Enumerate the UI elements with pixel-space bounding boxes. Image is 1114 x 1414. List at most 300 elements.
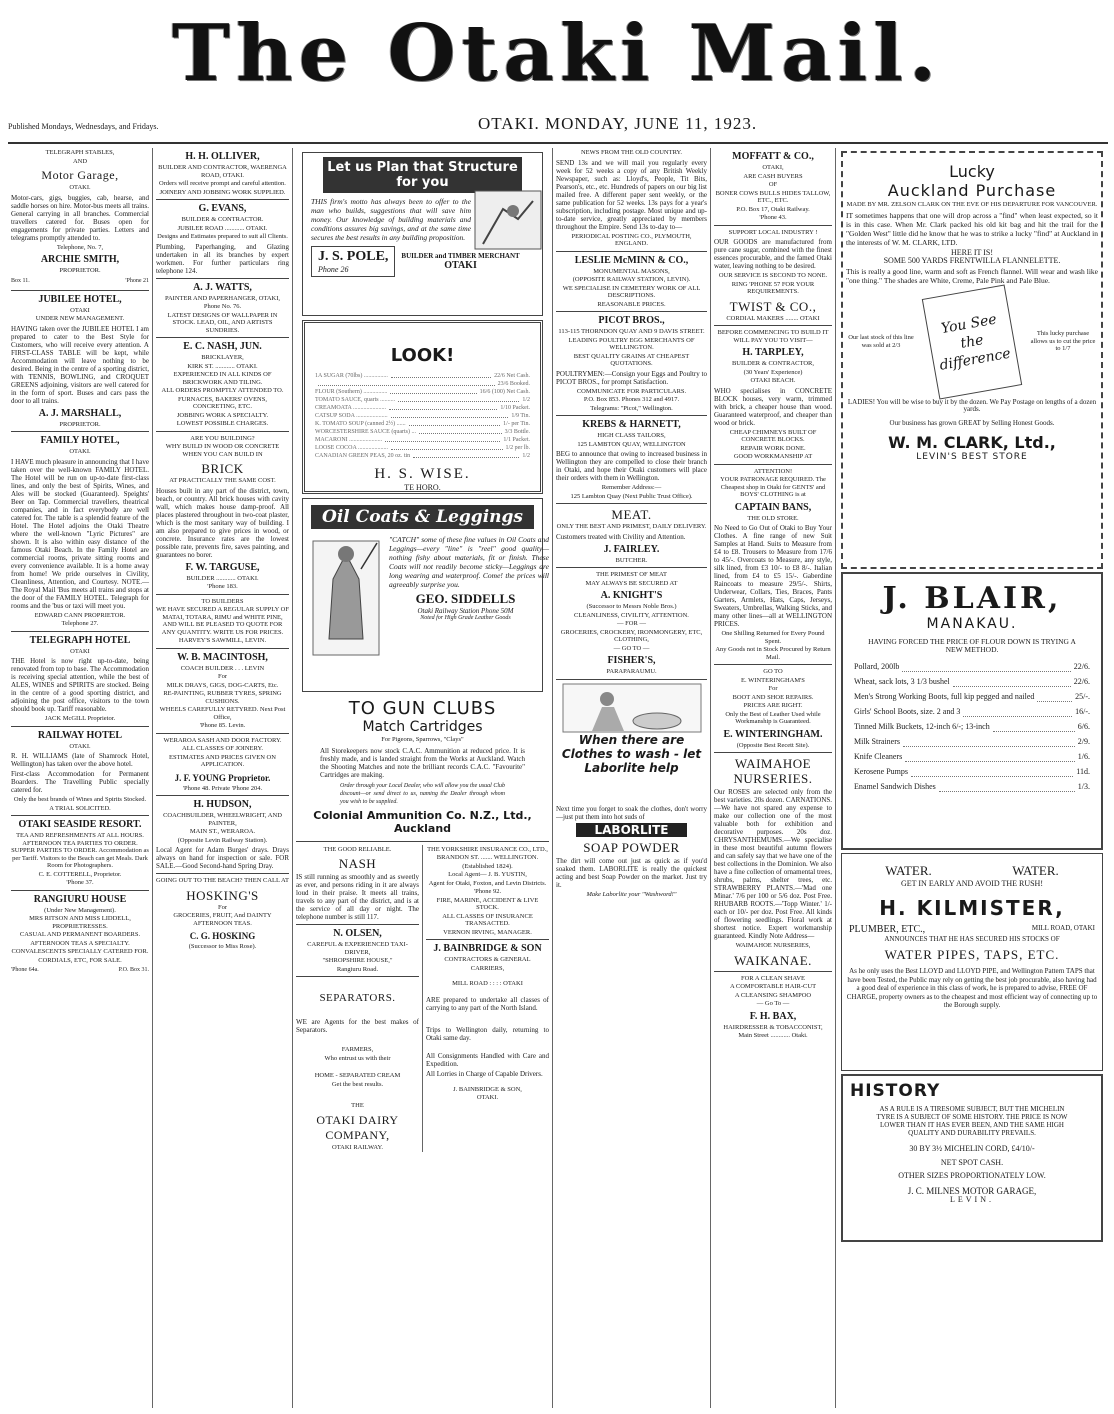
ad-text: LADIES! You will be wise to buy it by the dozen. We Pay Postage on lengths of a dozen yards. xyxy=(847,397,1097,413)
ad-text: Remember Address:— xyxy=(601,484,662,491)
ad-text: FARMERS, xyxy=(341,1046,374,1053)
ad-text: EDWARD CANN PROPRIETOR. xyxy=(34,611,126,619)
ad-text: A COMFORTABLE HAIR-CUT xyxy=(729,983,817,990)
price-value: 23/6 Booked. xyxy=(497,381,530,387)
divider xyxy=(156,199,289,200)
ad-text: LEVIN. xyxy=(950,1195,994,1204)
ad-text: BUILDER ............ OTAKI. xyxy=(186,574,259,582)
ad-body: BEG to announce that owing to increased business in Wellington they are compelled to close their branch in Otaki, and hope their Otaki customers will place their orders with them in Wellington. xyxy=(556,450,707,482)
ad-text: Rangiuru Road. xyxy=(336,965,379,973)
ad-text: OTAKI BEACH. xyxy=(750,377,796,384)
ad-text: ARE YOU BUILDING? xyxy=(190,434,255,442)
price-item: Enamel Sandwich Dishes xyxy=(854,782,936,791)
subhead xyxy=(8,112,1108,144)
price-item: TOMATO SAUCE, quarts .......... xyxy=(315,397,396,403)
ad-text: HAIRDRESSER & TOBACCONIST, xyxy=(723,1023,823,1031)
ad-text: ATTENTION! xyxy=(753,467,793,475)
divider xyxy=(156,795,289,796)
divider xyxy=(156,594,289,595)
ad-body: All Consignments Handled with Care and Expedition. xyxy=(426,1051,549,1068)
ad-text: J. BAINBRIDGE & SON, xyxy=(453,1085,522,1093)
ad-text: WAIMAHOE NURSERIES, xyxy=(735,942,811,949)
ad-text: (Established 1824). xyxy=(462,862,513,870)
ad-body: IT sometimes happens that one will drop across a "find" when least expected, so it is in this case. When Mr. Clark packed his old kit bag and hit the trail for the "Golden West" little did he know that he was to strike a lucky "find" at Auckland in the interests of W. M. CLARK, LTD. xyxy=(846,210,1098,247)
newspaper-title: The Otaki Mail. xyxy=(171,8,943,99)
ad-text: ALL CLASSES OF INSURANCE TRANSACTED. xyxy=(442,912,533,927)
price-value: 11d. xyxy=(1076,767,1090,776)
divider xyxy=(556,679,707,680)
ad-text: BRANDON ST. ....... WELLINGTON. xyxy=(436,854,539,861)
pole-trade-block xyxy=(401,252,519,271)
leader-dots xyxy=(391,444,502,450)
ad-heading: You See the difference xyxy=(938,311,1012,374)
ad-body: No Need to Go Out of Otaki to Buy Your Clothes. A fine range of new Suit Samples at Hand. Suits to Measure from £4 to £8. Trousers to Measure from 17/6 to 45/-. Overcoats to Measure, any style, silk lined, from £3 10/- to £8 8/-. Italian lined, from £4 to £5 15/-. Gaberdine Raincoats to measure 29/5/-. Shirts, Underwear, Collars, Ties, Braces, Pants Garters, Armlets, Hats, Caps, Jerseys, Sweaters, Umbrellas, Walking Sticks, and many other lines—all at WELLINGTON PRICES. xyxy=(714,524,832,628)
ad-text: OTAKI RAILWAY. xyxy=(332,1143,383,1151)
col3-bottom-left xyxy=(296,845,423,1153)
ad-heading: TELEGRAPH HOTEL xyxy=(29,634,131,646)
ad-text: CONVALESCENTS SPECIALLY CATERED FOR. xyxy=(11,948,149,955)
ad-heading: A. J. WATTS, xyxy=(193,281,252,293)
ad-body: OUR GOODS are manufactured from pure cane sugar, combined with the finest essences procurable, and the famed Otaki water, leaving nothing to be desired. xyxy=(714,238,832,270)
ad-body: WE are Agents for the best makes of Separators. xyxy=(296,1018,419,1034)
ad-heading: C. G. HOSKING xyxy=(189,931,256,941)
ad-text: Only the best brands of Wines and Spirits Stocked. xyxy=(13,796,147,803)
ad-heading: J. FAIRLEY. xyxy=(603,543,660,555)
ad-heading: A. KNIGHT'S xyxy=(600,590,663,601)
price-row xyxy=(854,749,1090,764)
leader-dots xyxy=(390,388,476,394)
ad-text: UNDER NEW MANAGEMENT. xyxy=(35,315,125,322)
ad-heading: When there are Clothes to wash - let Laborlite help xyxy=(561,732,702,775)
divider xyxy=(156,337,289,338)
ad-heading: WATER. xyxy=(1012,863,1059,878)
price-value: 2/9. xyxy=(1077,737,1090,746)
leader-dots xyxy=(419,428,502,434)
price-row xyxy=(315,436,530,444)
ad-text: (Opposite Levin Railway Station). xyxy=(177,836,268,844)
ad-text: 'Phone 92. xyxy=(473,888,502,895)
ad-text: THE PRIMEST OF MEAT xyxy=(596,571,667,578)
ad-text: ALL CLASSES OF JOINERY. xyxy=(182,745,263,752)
ad-heading: WERAROA SASH AND DOOR FACTORY. xyxy=(163,736,282,744)
ad-text: GOOD WORKMANSHIP AT xyxy=(733,453,813,460)
ad-heading: MOFFATT & CO., xyxy=(732,151,814,162)
ad-text: This lucky purchase allows us to cut the price to 1/7 xyxy=(1030,330,1096,353)
ad-text: 'Phone 183. xyxy=(207,583,238,590)
ad-text: P.O. Box 853. Phones 312 and 4917. xyxy=(583,396,680,403)
ad-heading: F. W. TARGUSE, xyxy=(185,561,260,573)
divider xyxy=(156,873,289,874)
divider xyxy=(556,251,707,252)
divider xyxy=(156,431,289,432)
ad-heading: H. H. OLLIVER, xyxy=(185,151,260,162)
ad-text: For xyxy=(217,903,228,911)
ad-text: EXPERIENCED IN ALL KINDS OF BRICKWORK AND TILING. xyxy=(173,371,272,386)
ad-body: All Lorries in Charge of Capable Drivers. xyxy=(426,1069,543,1078)
price-value: 22/6. xyxy=(1073,662,1090,671)
ad-text: OTAKI. xyxy=(476,1094,499,1101)
divider xyxy=(714,664,832,665)
ad-body: Customers treated with Civility and Attention. xyxy=(556,532,686,541)
ad-text: AND xyxy=(72,157,88,165)
ad-body: Order through your Local Dealer, who will allow you the usual Club discount—or send direct to us, naming the Dealer through whom you wish to be supplied. xyxy=(340,782,505,805)
ad-text: OUR SERVICE IS SECOND TO NONE. xyxy=(718,272,828,279)
ad-heading: J. S. POLE, xyxy=(318,249,389,264)
ad-text: BONER COWS BULLS HIDES TALLOW, ETC., ETC. xyxy=(715,189,831,204)
ad-text: Only the Best of Leather Used while Workmanship is Guaranteed. xyxy=(725,710,821,725)
ad-text: JOBBING WORK A SPECIALTY. xyxy=(176,411,269,419)
ad-text: MILK DRAYS, GIGS, DOG-CARTS, Etc. xyxy=(166,681,279,689)
ad-text: PROPRIETOR. xyxy=(59,267,101,274)
ad-text: 'Phone 85. Levin. xyxy=(199,722,246,729)
ad-heading: Match Cartridges xyxy=(362,719,483,735)
divider xyxy=(11,431,149,432)
divider xyxy=(11,726,149,727)
leader-dots xyxy=(391,372,491,378)
ad-heading: WATER PIPES, TAPS, ETC. xyxy=(884,947,1060,962)
column-5 xyxy=(711,148,836,1408)
laborlite-advertisement xyxy=(556,683,707,803)
publication-days: Published Mondays, Wednesdays, and Fridays. xyxy=(8,122,159,131)
ad-body: R. H. WILLIAMS (late of Shamrock Hotel, Wellington) has taken over the above hotel. xyxy=(11,752,149,768)
ad-heading: LABORLITE xyxy=(576,823,687,837)
ad-text: — GO TO — xyxy=(613,644,650,652)
leader-dots xyxy=(993,719,1075,732)
ad-heading: SEPARATORS. xyxy=(319,992,396,1004)
ad-text: Main Street ............ Otaki. xyxy=(738,1032,808,1039)
ad-text: COACH BUILDER . . . LEVIN xyxy=(180,664,265,672)
ad-text: Otaki Railway Station Phone 50M xyxy=(417,607,514,615)
ad-heading: H. TARPLEY, xyxy=(742,347,804,358)
ad-text: AFTERNOON TEAS A SPECIALTY. xyxy=(30,939,130,947)
divider xyxy=(556,503,707,504)
ad-text: GROCERIES, FRUIT, And DAINTY AFTERNOON TEAS. xyxy=(173,912,272,927)
ad-text: (Successor to Messrs Noble Bros.) xyxy=(586,603,677,610)
ad-text: OF xyxy=(768,181,778,188)
ad-text: 'Phone 43. xyxy=(759,214,787,221)
ad-text: Make Laborlite your "Washword!" xyxy=(586,890,677,898)
ad-text: OTAKI xyxy=(70,306,90,314)
leader-dots xyxy=(1037,689,1072,702)
clark-advertisement xyxy=(841,151,1103,569)
price-value: 1/9 Tin. xyxy=(511,413,530,419)
divider xyxy=(556,415,707,416)
ad-text: BEFORE COMMENCING TO BUILD IT WILL PAY YOU TO VISIT— xyxy=(717,329,829,344)
price-value: 1/6. xyxy=(1077,752,1090,761)
ad-text: OTAKI. xyxy=(69,742,91,750)
ad-text: CORDIAL MAKERS ........ OTAKI xyxy=(726,314,820,322)
ad-text: For xyxy=(217,673,228,680)
price-value: 1/2 per lb. xyxy=(505,445,530,451)
ad-text: P.O. Box 31. xyxy=(118,967,149,973)
ad-text: OTAKI, xyxy=(762,164,784,171)
ad-body: AS A RULE IS A TIRESOME SUBJECT, BUT THE MICHELIN TYRE IS A SUBJECT OF SOME HISTORY. THE PRICE IS NOW LOWER THAN IT HAS EVER BEEN, AND THE SAME HIGH QUALITY AND DURABILITY PREVAILS. xyxy=(876,1105,1068,1137)
ad-heading: H. HUDSON, xyxy=(193,799,252,810)
ad-body: TEA AND REFRESHMENTS AT ALL HOURS. AFTERNOON TEA PARTIES TO ORDER. SUPPER PARTIES TO ORDER. Accommodation as per Tariff. Visitors to the Beach can get Meals. Dark Room for Photographers. xyxy=(11,832,149,869)
price-item: Knife Cleaners xyxy=(854,752,903,761)
ad-text: MILL ROAD : : : : OTAKI xyxy=(452,980,523,987)
ad-text: Agent for Otaki, Foxton, and Levin Districts. xyxy=(428,879,547,887)
ad-text: ARE CASH BUYERS xyxy=(743,172,803,180)
ad-text: AT PRACTICALLY THE SAME COST. xyxy=(169,477,276,484)
ad-body: "CATCH" some of these fine values in Oil Coats and Leggings—every "line" is "reel" good quality—nothing fishy about materials, fit or finish. These Coats will not readily become sticky—Leggings are long wearing and waterproof. Come! the prices will agreeably surprise you. xyxy=(389,535,549,589)
ad-text: FURNACES, BAKERS' OVENS, CONCRETING, ETC. xyxy=(178,395,267,410)
price-row xyxy=(854,674,1090,689)
ad-body: Trips to Wellington daily, returning to Otaki same day. xyxy=(426,1025,549,1042)
ad-text: NET SPOT CASH. xyxy=(940,1157,1004,1167)
ad-text: P.O. Box 17, Otaki Railway. xyxy=(736,205,810,213)
ad-text: LATEST DESIGNS OF WALLPAPER IN STOCK. LEAD, OIL, AND ARTISTS SUNDRIES. xyxy=(167,311,278,334)
ad-text: One Shilling Returned for Every Pound Spent. xyxy=(721,630,825,645)
ad-heading: JUBILEE HOTEL, xyxy=(38,293,122,305)
divider xyxy=(714,752,832,753)
ad-heading: WATER. xyxy=(885,863,932,878)
ad-heading: MANAKAU. xyxy=(926,616,1018,632)
leader-dots xyxy=(398,396,519,402)
ad-text: HIGH CLASS TAILORS, xyxy=(597,432,666,439)
ad-heading: OTAKI DAIRY COMPANY, xyxy=(316,1112,399,1142)
price-row xyxy=(315,372,530,380)
ad-text: GOING OUT TO THE BEACH? THEN CALL AT xyxy=(156,877,289,884)
col3-bottom xyxy=(296,845,549,1153)
leader-dots xyxy=(385,436,500,442)
ad-text: VERNON IRVING, MANAGER. xyxy=(443,928,532,936)
ad-text: (OPPOSITE RAILWAY STATION, LEVIN). xyxy=(572,276,691,283)
column-6 xyxy=(836,148,1108,1408)
column-4 xyxy=(553,148,711,1408)
ad-heading: FAMILY HOTEL, xyxy=(40,435,120,446)
price-item: MACARONI ...................... xyxy=(315,437,383,443)
ad-heading: THE YORKSHIRE INSURANCE CO., LTD., xyxy=(427,845,548,853)
divider xyxy=(714,225,832,226)
ad-text: OTAKI xyxy=(444,260,477,271)
price-item: Girls' School Boots, size. 2 and 3 xyxy=(854,707,961,716)
ad-text: PERIODICAL POSTING CO., PLYMOUTH, ENGLAND. xyxy=(571,232,692,247)
ad-heading: FISHER'S, xyxy=(607,655,656,666)
ad-heading: BRICK xyxy=(201,461,244,476)
divider xyxy=(556,567,707,568)
ad-body: First-class Accommodation for Permanent Boarders. The Travelling Public specially catered for. xyxy=(11,770,149,794)
ad-heading: GEO. SIDDELLS xyxy=(415,591,516,606)
ad-body: Next time you forget to soak the clothes, don't worry—just put them into hot suds of xyxy=(556,804,707,821)
price-row xyxy=(315,404,530,412)
ad-text: WHEELS CAREFULLY RETYRED. Next Post Office, xyxy=(159,706,286,721)
ad-body: Houses built in any part of the district, town, beach, or country. All brick houses with cavity wall, which makes house damp-proof. All places plastered throughout in two-coat plaster, which is the most sanitary way of building. I am also prepared to give prices in wood, or concrete. Insurance rates are the lowest possible rate, prevents fire, saves painting, and guarantees no borer. xyxy=(156,486,289,559)
ad-text: MADE BY MR. ZELSON CLARK ON THE EVE OF HIS DEPARTURE FOR VANCOUVER. xyxy=(846,201,1098,208)
ad-text: A CLEANSING SHAMPOO xyxy=(734,991,812,999)
builder-illustration-icon xyxy=(473,189,543,251)
divider xyxy=(156,733,289,734)
column-2 xyxy=(153,148,293,1408)
ad-heading: TO GUN CLUBS xyxy=(348,698,497,719)
ad-text: Local Agent— J. B. YUSTIN, xyxy=(448,871,527,878)
ad-text: For Pigeons, Sparrows, "Clays" xyxy=(381,736,464,743)
price-value: 1/2 xyxy=(522,453,530,459)
price-compare xyxy=(846,291,1098,393)
ad-body: This is really a good line, warm and soft as French flannel. Will wear and wash like "one thing." The shades are White, Creme, Pale Pink and Pale Blue. xyxy=(846,266,1098,285)
price-row xyxy=(854,734,1090,749)
ad-text: HARVEY'S SAWMILL, LEVIN. xyxy=(178,637,267,644)
history-advertisement xyxy=(841,1074,1103,1242)
ad-text: PARAPARAUMU. xyxy=(606,668,657,675)
ad-text: CARRIERS, xyxy=(470,964,505,972)
ad-heading: E. C. NASH, JUN. xyxy=(183,341,262,352)
ad-text: 'Phone 37. xyxy=(66,879,94,886)
ad-heading: Lucky xyxy=(949,162,995,181)
ad-text: CHEAP CHIMNEYS BUILT OF CONCRETE BLOCKS. xyxy=(729,428,817,443)
ad-text: BUILDER AND CONTRACTOR, WAERENGA ROAD, OTAKI. xyxy=(158,164,287,179)
masthead xyxy=(0,0,1114,108)
ad-text: BUILDER and TIMBER MERCHANT xyxy=(401,252,520,260)
ad-text: LEADING POULTRY EGG MERCHANTS OF WELLINGTON. xyxy=(568,336,695,351)
ad-text: HAVING FORCED THE PRICE OF FLOUR DOWN IS TRYING A NEW METHOD. xyxy=(868,637,1076,654)
ad-heading: N. OLSEN, xyxy=(333,928,382,939)
ad-footer xyxy=(11,965,149,976)
ad-text: CLEANLINESS, CIVILITY, ATTENTION. xyxy=(574,611,689,619)
price-item: CATSUP SODA ..................... xyxy=(315,413,388,419)
ad-text: PLUMBER, ETC., xyxy=(849,923,926,935)
ad-text: Designs and Estimates prepared to suit all Clients. xyxy=(157,233,288,240)
ad-heading: NEWS FROM THE OLD COUNTRY. xyxy=(580,149,683,156)
leader-dots xyxy=(413,452,519,458)
ad-heading: F. H. BAX, xyxy=(749,1010,797,1022)
ad-text: Get the best results. xyxy=(331,1080,384,1088)
price-value: 22/6. xyxy=(1073,677,1090,686)
ad-text: C. E. COTTERELL, Proprietor. xyxy=(38,870,122,878)
ad-heading: W. M. CLARK, Ltd., xyxy=(888,433,1056,452)
price-list xyxy=(854,659,1090,794)
ad-text: Noted for High Grade Leather Goods xyxy=(420,615,511,621)
ad-text: WHY BUILD IN WOOD OR CONCRETE WHEN YOU CAN BUILD IN xyxy=(165,443,280,458)
ad-text: CASUAL AND PERMANENT BOARDERS. xyxy=(19,931,141,938)
ad-text: COACHBUILDER, WHEELWRIGHT, AND PAINTER, xyxy=(163,812,282,827)
ad-text: 125 LAMBTON QUAY, WELLINGTON xyxy=(577,440,686,448)
ad-body: WHO specialises in CONCRETE BLOCK houses, very warm, trimmed with brick, a cheaper house than wood. Guaranteed waterproof, and cheaper than wood or brick. xyxy=(714,386,832,427)
ad-text: Our business has grown GREAT by Selling Honest Goods. xyxy=(889,418,1055,427)
ad-text: CORDIALS, ETC, FOR SALE. xyxy=(38,956,122,964)
price-item: WORCESTERSHIRE SAUCE (quarts) ... xyxy=(315,429,416,435)
ad-heading: G. EVANS, xyxy=(198,203,247,214)
kilmister-advertisement xyxy=(841,853,1103,1071)
ad-text: HOME - SEPARATED CREAM xyxy=(314,1072,401,1079)
col3-bottom-right xyxy=(423,845,549,1153)
ad-heading: E. WINTERINGHAM'S xyxy=(741,676,805,684)
ad-heading: LOOK! xyxy=(390,345,455,366)
ad-text: REPAIR WORK DONE. xyxy=(740,444,806,452)
price-row xyxy=(315,396,530,404)
price-value: 16/-. xyxy=(1075,707,1090,716)
woman-washing-illustration-icon xyxy=(562,683,702,733)
ad-text: REASONABLE PRICES. xyxy=(597,300,666,308)
dateline: OTAKI. MONDAY, JUNE 11, 1923. xyxy=(478,114,758,133)
ad-text: Phone 26 xyxy=(318,265,349,274)
ad-text: Our last stock of this line was sold at 2/3 xyxy=(848,334,914,349)
ad-text: PROPRIETOR. xyxy=(59,420,101,428)
ad-text: (Opposite Best Recett Site). xyxy=(736,741,810,749)
ad-heading: J. BAINBRIDGE & SON xyxy=(433,943,542,954)
ad-text: 125 Lambton Quay (Next Public Trust Office). xyxy=(570,492,693,500)
ad-heading: SUPPORT LOCAL INDUSTRY ! xyxy=(728,228,818,236)
look-advertisement xyxy=(302,320,543,494)
leader-dots xyxy=(953,674,1071,687)
leader-dots xyxy=(902,659,1070,672)
price-row xyxy=(854,719,1090,734)
ad-body: THIS firm's motto has always been to offer to the man who builds, suggestions that will save him money. Our knowledge of building materials and conditions assures big savings, and at the same time secures the best results in any building proposition. xyxy=(311,197,471,242)
price-item: K. TOMATO SOUP (canned 2½) ...... xyxy=(315,421,406,427)
ad-heading: NASH xyxy=(338,856,377,871)
price-item: CREAMOATA ...................... xyxy=(315,405,387,411)
ad-text: COMMUNICATE FOR PARTICULARS. xyxy=(576,387,687,395)
ad-text: TE HORO. xyxy=(404,483,441,492)
ad-text: ONLY THE BEST AND PRIMEST, DAILY DELIVERY. xyxy=(556,523,707,530)
price-value: 6/6. xyxy=(1077,722,1090,731)
ad-text: MAY ALWAYS BE SECURED AT xyxy=(585,579,678,587)
ad-text: FOR A CLEAN SHAVE xyxy=(741,974,805,982)
ad-text: (Under New Management). xyxy=(44,906,116,914)
divider xyxy=(714,325,832,326)
ad-heading: H. S. WISE. xyxy=(374,466,471,482)
ad-text: PRICES ARE RIGHT. xyxy=(743,702,803,709)
ad-heading: ARCHIE SMITH, xyxy=(40,254,120,265)
ad-text: 'Phone 48. Private 'Phone 204. xyxy=(182,784,263,792)
ad-text: J. C. MILNES MOTOR GARAGE, xyxy=(907,1185,1037,1196)
divider xyxy=(296,976,419,977)
ad-banner: Oil Coats & Leggings xyxy=(311,505,534,529)
leader-dots xyxy=(911,764,1073,777)
price-row xyxy=(315,420,530,428)
price-item: CANADIAN GREEN PEAS, 20 oz. tin xyxy=(315,453,411,459)
price-value: 3/3 Bottle. xyxy=(504,429,530,435)
price-value: 1/3. xyxy=(1077,782,1090,791)
price-item: Wheat, sack lots, 3 1/3 bushel xyxy=(854,677,950,686)
ad-body: SEND 13s and we will mail you regularly every week for 52 weeks a copy of any British Weekly Newspaper, such as: Lloyd's, People, Tit Bits, Pearson's, etc., etc. Hundreds of papers on our big list mailed free. A different paper sent weekly, or the same publication for 52 weeks. 13s pays for a year's subscription, including postage. Most unique and up-to-date service, greatly appreciated by members throughout the Empire. Send 13s to-day to— xyxy=(556,158,707,231)
price-item: Tinned Milk Buckets, 12-inch 6/-; 13-inch xyxy=(854,722,990,731)
ad-text: (Successor to Miss Rose). xyxy=(188,943,257,950)
price-value: 1/2 xyxy=(522,397,530,403)
ad-text: RING 'PHONE 57 FOR YOUR REQUIREMENTS. xyxy=(731,280,815,295)
ad-body: IS still running as smoothly and as sweetly as ever, and persons riding in it are always loud in their praise. It meets all trains, travels to any part of the district, and is at the service of all day or night. The telephone number is still 117. xyxy=(296,873,419,921)
ad-text: CAREFUL & EXPERIENCED TAXI-DRIVER, xyxy=(307,941,408,956)
ad-heading: CAPTAIN BANS, xyxy=(734,501,812,513)
divider xyxy=(426,939,549,940)
ad-heading: H. KILMISTER, xyxy=(879,895,1065,920)
ad-text: LOWEST POSSIBLE CHARGES. xyxy=(176,420,269,427)
ad-text: JUBILEE ROAD ............ OTAKI. xyxy=(177,224,268,232)
ad-text: ESTIMATES AND PRICES GIVEN ON APPLICATION. xyxy=(169,753,276,768)
ad-body: I HAVE much pleasure in announcing that I have taken over the well-known FAMILY HOTEL. The Hotel will be run on up-to-date first-class lines, and only the best of Spirits, Wines, and Ales will be stocked (Guaranteed). Speights' Beer on Tap. Commercial travellers, theatrical companies, and in fact everybody are well catered for. The table is a splendid feature of the Hotel. The Hotel adjoins the Otaki Theatre where the well-known "Lyric Pictures" are shown. It is also within easy distance of the famous Otaki Beach. In the Family Hotel are commercial rooms, private sitting rooms and every convenience available. It is a home away from home! We pride ourselves in Civility, Cleanliness, Attention, and Courtesy. NOTE.—The Royal Mail 'Bus meets all trains and stops at the door of the FAMILY HOTEL. Telegraph for rooms and the 'bus or taxi will meet you. xyxy=(11,457,149,610)
blair-advertisement xyxy=(841,572,1103,850)
ad-text: Any Goods not in Stock Procured by Return Mail. xyxy=(715,646,831,661)
price-item: Kerosene Pumps xyxy=(854,767,908,776)
ad-heading: A. J. MARSHALL, xyxy=(38,407,122,419)
ad-heading: Motor Garage, xyxy=(41,168,119,182)
ad-text: HERE IT IS! xyxy=(950,247,994,257)
price-row xyxy=(315,444,530,452)
price-value: 1/1 Packet. xyxy=(503,437,530,443)
plumber-row xyxy=(849,924,1095,935)
price-list xyxy=(315,372,530,460)
ad-text: Orders will receive prompt and careful attention. xyxy=(159,180,286,187)
see-difference-card xyxy=(922,284,1022,399)
ad-text: THE OLD STORE. xyxy=(747,514,799,522)
ad-body: All Storekeepers now stock C.A.C. Ammunition at reduced price. It is freshly made, and is landed straight from the Works at Auckland. Watch the Shooting Matches and note the brilliant records C.A.C. "Favourite" Cartridges are making. xyxy=(320,746,525,779)
ad-text: BUILDER & CONTRACTOR. xyxy=(181,216,264,223)
ad-text: LEVIN'S BEST STORE xyxy=(916,452,1028,462)
price-item: LOOSE COCOA .................... xyxy=(315,445,389,451)
ad-heading: RAILWAY HOTEL xyxy=(37,729,123,741)
ad-body: Our ROSES are selected only from the best varieties. 20s dozen. CARNATIONS.—We have not spared any expense to make our collection one of the most valuable both for exhibition and decorative purposes. 20s doz. CHRYSANTHEMUMS.—We specialise in these most beautiful autumn flowers and can safely say that we have one of the best collections in the Dominion. We also have a fine collection of ornamental trees, shrubs, palms, shelter trees, etc. STRAWBERRY PLANTS.—'Mad one Minar.' 7/6 per 100 or 5/6 doz. Post Free. RHUBARB ROOTS.—'Topp Winter.' 1/- each or 10/- per doz. Post Free. All kinds of flowering seedlings. Floral work at shortest notice. Expert workmanship guaranteed. Kindly Note Address— xyxy=(714,788,833,940)
ad-text: A TRIAL SOLICITED. xyxy=(49,804,111,812)
